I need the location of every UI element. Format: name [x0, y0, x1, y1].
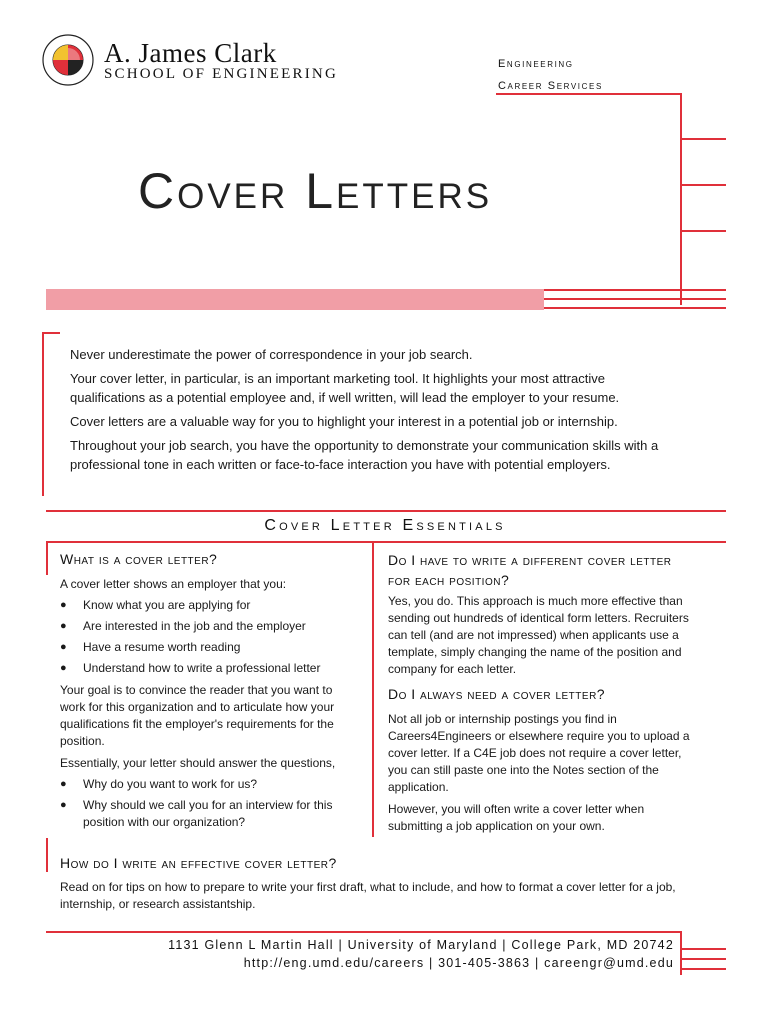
left-heading: What is a cover letter?	[60, 551, 218, 567]
dept-line-2: Career Services	[498, 80, 603, 92]
left-heading-bar	[46, 541, 48, 575]
intro-text	[70, 345, 670, 479]
logo-subtitle: SCHOOL OF ENGINEERING	[104, 66, 338, 82]
page-title: Cover Letters	[138, 163, 493, 219]
band-line-2	[544, 298, 726, 300]
bullet-text: Know what you are applying for	[83, 598, 251, 612]
effective-text: Read on for tips on how to prepare to write your first draft, what to include, and how to format a cover letter for a job, internship, or research assistantship.	[60, 880, 676, 911]
band-line-1	[544, 289, 726, 291]
bullet-text: Understand how to write a professional letter	[83, 661, 321, 675]
essentials-underline	[46, 541, 726, 543]
question-text: Why do you want to work for us?	[83, 777, 258, 791]
effective-heading: How do I write an effective cover letter?	[60, 855, 337, 871]
band-line-3	[544, 307, 726, 309]
university-seal-icon	[42, 34, 94, 86]
intro-paragraph: Cover letters are a valuable way for you to highlight your interest in a potential job or internship.	[70, 414, 618, 429]
intro-left-bar	[42, 332, 44, 496]
bullet-text: Have a resume worth reading	[83, 640, 241, 654]
tick-line-3	[680, 230, 726, 232]
right-heading-2: Do I always need a cover letter?	[388, 686, 606, 702]
right-heading-1: Do I have to write a different cover letter for each position?	[388, 552, 672, 588]
left-goal: Your goal is to convince the reader that you want to work for this organization and to articulate how your qualifications fit the employer's requirements for the position.	[60, 683, 335, 748]
left-lead: A cover letter shows an employer that you:	[60, 577, 287, 591]
dept-line-1: Engineering	[498, 58, 574, 70]
section-title: Cover Letter Essentials	[264, 517, 506, 534]
intro-paragraph: Your cover letter, in particular, is an important marketing tool. It highlights your most attractive qualifications as a potential employee and, if well written, will lead the employer to your resume.	[70, 371, 620, 405]
logo-title: A. James Clark	[104, 38, 277, 68]
frame-top-line	[496, 93, 680, 95]
effective-bar	[46, 838, 48, 872]
question-text: Why should we call you for an interview for this position with our organization?	[83, 798, 333, 829]
pink-band	[46, 289, 544, 310]
footer-tick-1	[680, 948, 726, 950]
intro-paragraph: Never underestimate the power of correspondence in your job search.	[70, 347, 473, 362]
intro-top-tick	[42, 332, 60, 334]
footer-tick-2	[680, 958, 726, 960]
tick-line-2	[680, 184, 726, 186]
footer-top-line	[46, 931, 682, 933]
column-divider	[372, 541, 374, 837]
footer-tick-3	[680, 968, 726, 970]
tick-line-1	[680, 138, 726, 140]
footer-address: 1131 Glenn L Martin Hall | University of Maryland | College Park, MD 20742	[168, 938, 674, 952]
footer-contact: http://eng.umd.edu/careers | 301-405-3863 | careengr@umd.edu	[243, 956, 674, 970]
bullet-text: Are interested in the job and the employer	[83, 619, 306, 633]
intro-paragraph: Throughout your job search, you have the opportunity to demonstrate your communication skills with a professional tone in each written or face-to-face interaction you have with potential employers.	[70, 438, 659, 472]
left-essentially: Essentially, your letter should answer the questions,	[60, 756, 336, 770]
right-text-2: Not all job or internship postings you find in Careers4Engineers or elsewhere require you to upload a cover letter. If a C4E job does not require a cover letter, you can still paste one into the Notes section of the application.	[388, 712, 690, 794]
essentials-divider	[46, 510, 726, 512]
right-text-3: However, you will often write a cover letter when submitting a job application on your own.	[388, 802, 645, 833]
right-text-1: Yes, you do. This approach is much more effective than sending out hundreds of identical form letters. Recruiters can tell (and are not impressed) when applicants use a template, simply changing the name of the position and company for each letter.	[388, 594, 689, 676]
frame-right-line	[680, 93, 682, 305]
